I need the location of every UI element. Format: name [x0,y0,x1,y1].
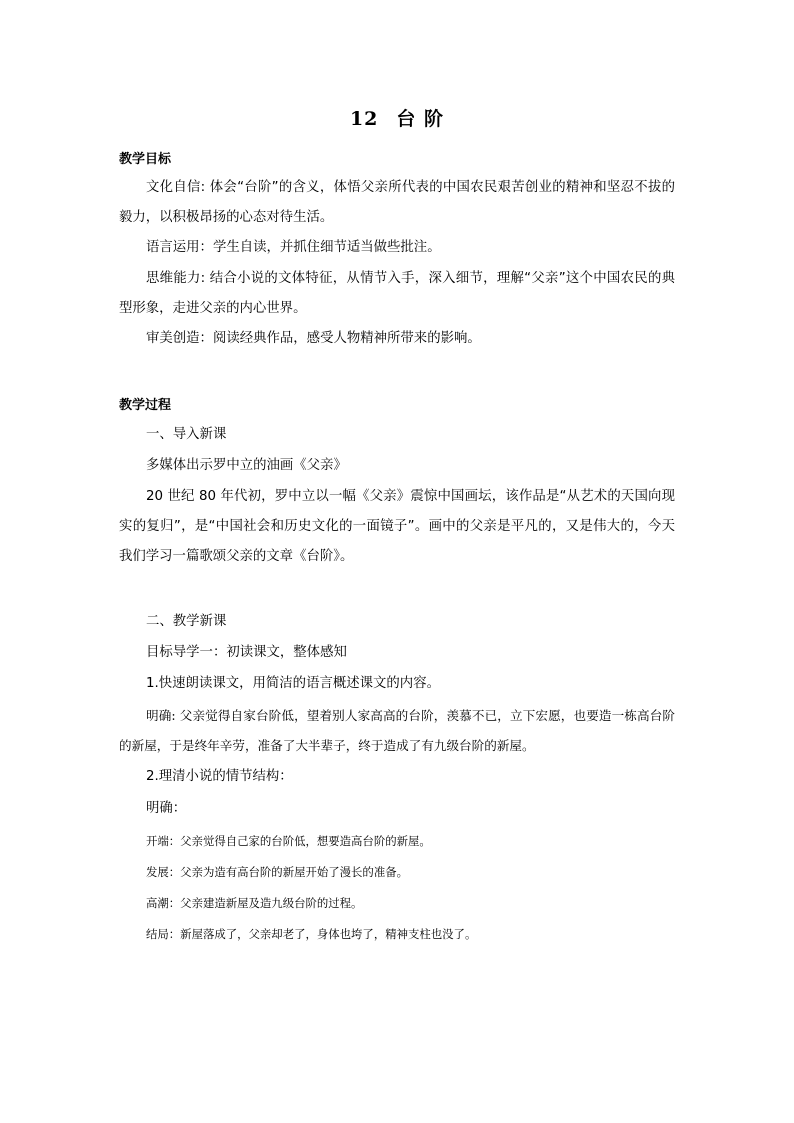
objective-culture: 文化自信: 体会“台阶”的含义，体悟父亲所代表的中国农民艰苦创业的精神和坚忍不拔的毅力，以积极昂扬的心态对待生活。 [119,180,675,225]
plot-climax: 高潮：父亲建造新屋及造九级台阶的过程。 [146,896,363,910]
answer-1: 明确: 父亲觉得自家台阶低，望着别人家高高的台阶，羡慕不已，立下宏愿，也要造一栋高台阶的新屋，于是终年辛劳，准备了大半辈子，终于造成了有九级台阶的新屋。 [119,708,675,753]
section2-title: 二、教学新课 [146,614,227,629]
section2-guide: 目标导学一：初读课文，整体感知 [146,645,347,660]
page-title [0,104,794,131]
objective-aesthetic: 审美创造：阅读经典作品，感受人物精神所带来的影响。 [146,331,481,346]
question-1: 1.快速朗读课文，用简洁的语言概述课文的内容。 [146,676,440,691]
objective-language: 语言运用：学生自读，并抓住细节适当做些批注。 [146,240,441,255]
section1-title: 一、导入新课 [146,427,227,442]
section1-media-line: 多媒体出示罗中立的油画《父亲》 [146,458,347,473]
lesson-number: 12 [349,108,379,130]
process-heading: 教学过程 [119,398,172,413]
objectives-heading: 教学目标 [119,152,172,167]
plot-ending: 结局：新屋落成了，父亲却老了，身体也垮了，精神支柱也没了。 [146,927,477,941]
section1-intro-paragraph: 20 世纪 80 年代初，罗中立以一幅《父亲》震惊中国画坛，该作品是“从艺术的天国向现实的复归”，是“中国社会和历史文化的一面镜子”。画中的父亲是平凡的，又是伟大的，今天我们学习一篇歌颂父亲的文章《台阶》。 [119,489,675,564]
plot-exposition: 开端：父亲觉得自己家的台阶低，想要造高台阶的新屋。 [146,834,431,848]
objective-thinking: 思维能力: 结合小说的文体特征，从情节入手，深入细节，理解“父亲”这个中国农民的典型形象，走进父亲的内心世界。 [119,271,675,316]
answer-2-label: 明确： [146,801,187,816]
question-2: 2.理清小说的情节结构： [146,769,293,784]
lesson-title: 台 阶 [396,108,445,130]
plot-development: 发展：父亲为造有高台阶的新屋开始了漫长的准备。 [146,865,408,879]
